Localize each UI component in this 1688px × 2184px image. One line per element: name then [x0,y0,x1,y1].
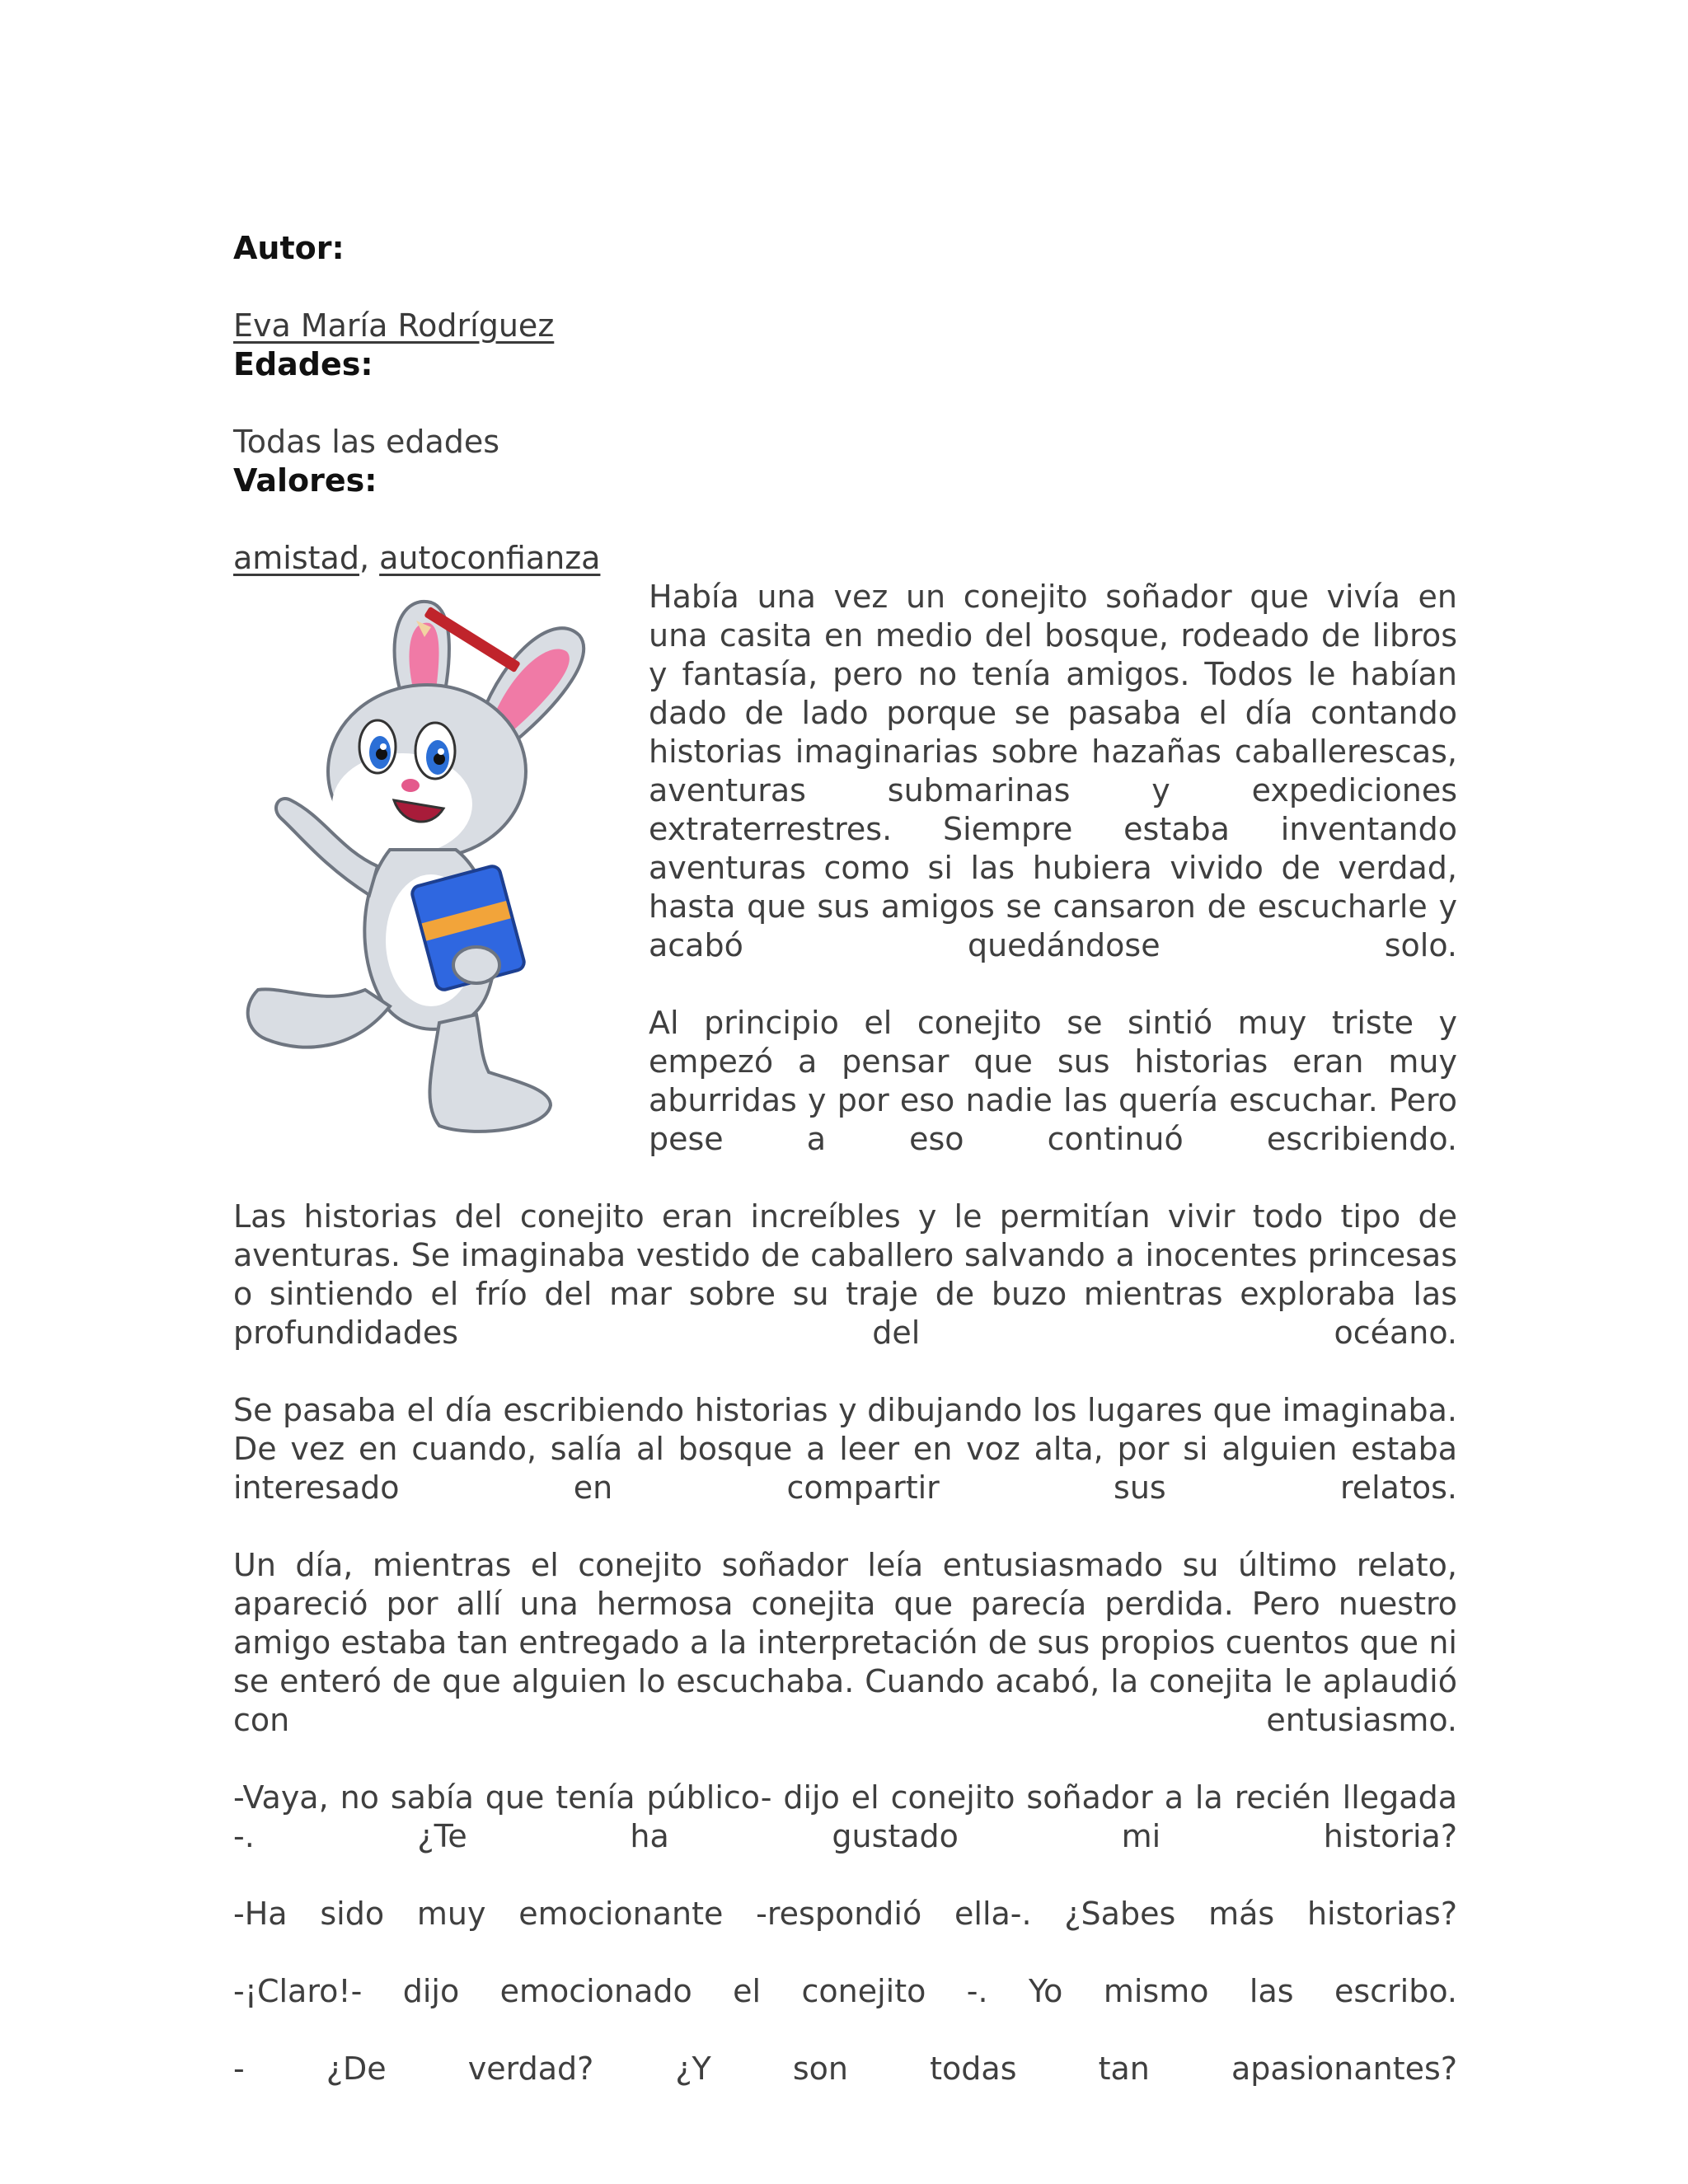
values-label: Valores: [233,462,377,499]
value-link-friendship[interactable]: amistad [233,540,359,576]
story-paragraph-3: Las historias del conejito eran increíbles y le permitían vivir todo tipo de aventuras. Se imaginaba vestido de caballero salvando a inocentes princesas o sintiendo el frío del mar sobre su traje de buzo mientras exploraba las profundidades del océano. [233,1198,1457,1351]
ages-label: Edades: [233,346,373,382]
author-label: Autor: [233,230,345,266]
ages-value: Todas las edades [233,424,500,460]
story-paragraph-2: Al principio el conejito se sintió muy triste y empezó a pensar que sus historias eran muy aburridas y por eso nadie las quería escuchar. Pero pese a eso continuó escribiendo. [649,1005,1457,1157]
dialogue-line-3: -¡Claro!- dijo emocionado el conejito -. Yo mismo las escribo. [233,1973,1457,2009]
story-paragraph-1: Había una vez un conejito soñador que vivía en una casita en medio del bosque, rodeado de libros y fantasía, pero no tenía amigos. Todos le habían dado de lado porque se pasaba el día contando historias imaginarias sobre hazañas caballerescas, aventuras submarinas y expediciones extraterrestres. Siempre estaba inventando aventuras como si las hubiera vivido de verdad, hasta que sus amigos se cansaron de escucharle y acabó quedándose solo. [649,579,1457,963]
story-paragraph-4: Se pasaba el día escribiendo historias y dibujando los lugares que imaginaba. De vez en cuando, salía al bosque a leer en voz alta, por si alguien estaba interesado en compartir sus relatos. [233,1392,1457,1506]
story-dialogue [233,1779,1457,2088]
story-body [233,578,1457,2088]
author-link[interactable]: Eva María Rodríguez [233,307,555,344]
value-link-self-confidence[interactable]: autoconfianza [379,540,601,576]
bunny-with-pencil-and-book-icon [233,578,637,1146]
author-value-line [233,307,1457,345]
story-metadata [233,229,1457,578]
document-page [233,229,1457,2088]
story-paragraph-5: Un día, mientras el conejito soñador leía entusiasmado su último relato, apareció por allí una hermosa conejita que parecía perdida. Pero nuestro amigo estaba tan entregado a la interpretación de sus propios cuentos que ni se enteró de que alguien lo escuchaba. Cuando acabó, la conejita le aplaudió con entusiasmo. [233,1547,1457,1738]
dialogue-line-2: -Ha sido muy emocionante -respondió ella-. ¿Sabes más historias? [233,1896,1457,1932]
bunny-illustration [233,578,637,1146]
values-separator: , [359,540,380,576]
dialogue-line-4: - ¿De verdad? ¿Y son todas tan apasionantes? [233,2050,1457,2087]
dialogue-line-1: -Vaya, no sabía que tenía público- dijo el conejito soñador a la recién llegada -. ¿Te ha gustado mi historia? [233,1779,1457,1854]
values-line [233,539,1457,578]
